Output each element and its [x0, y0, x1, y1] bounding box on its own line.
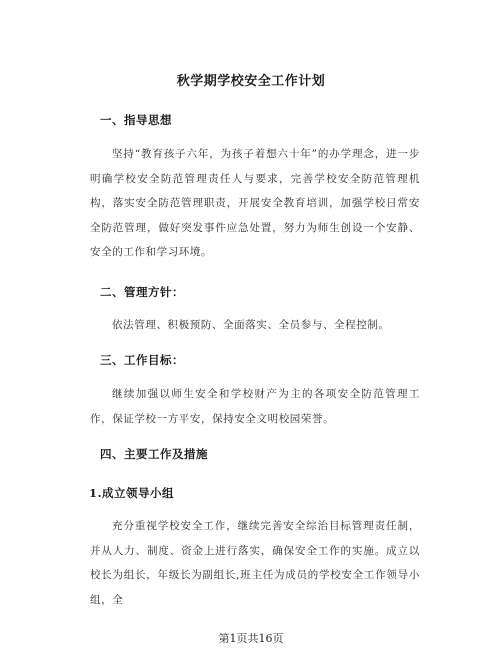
section-heading-guiding-ideology: 一、指导思想 — [100, 113, 172, 127]
section-paragraph-work-goals: 继续加强以师生安全和学校财产为主的各项安全防范管理工作，保证学校一方平安，保持安全文明校园荣誉。 — [90, 388, 420, 425]
section-paragraph-leadership-group: 充分重视学校安全工作，继续完善安全综治目标管理责任制，并从人力、制度、资金上进行落实，确保安全工作的实施。成立以校长为组长，年级长为副组长,班主任为成员的学校安全工作领导小组，全 — [90, 520, 420, 606]
section-paragraph-management-policy: 依法管理、积极预防、全面落实、全员参与、全程控制。 — [112, 319, 390, 331]
section-heading-main-work: 四、主要工作及措施 — [100, 447, 208, 461]
page-number-footer: 第1页共16页 — [218, 632, 284, 645]
section-heading-leadership-group: 1.成立领导小组 — [89, 486, 175, 500]
document-title: 秋学期学校安全工作计划 — [176, 74, 326, 89]
section-heading-work-goals: 三、工作目标： — [100, 353, 184, 367]
section-heading-management-policy: 二、管理方针： — [100, 285, 184, 299]
section-paragraph-guiding-ideology: 坚持“教育孩子六年，为孩子着想六十年”的办学理念，进一步明确学校安全防范管理责任人与要求，完善学校安全防范管理机构，落实安全防范管理职责，开展安全教育培训，加强学校日常安全防范管理，做好突发事件应急处置，努力为师生创设一个安静、安全的工作和学习环境。 — [90, 148, 420, 259]
